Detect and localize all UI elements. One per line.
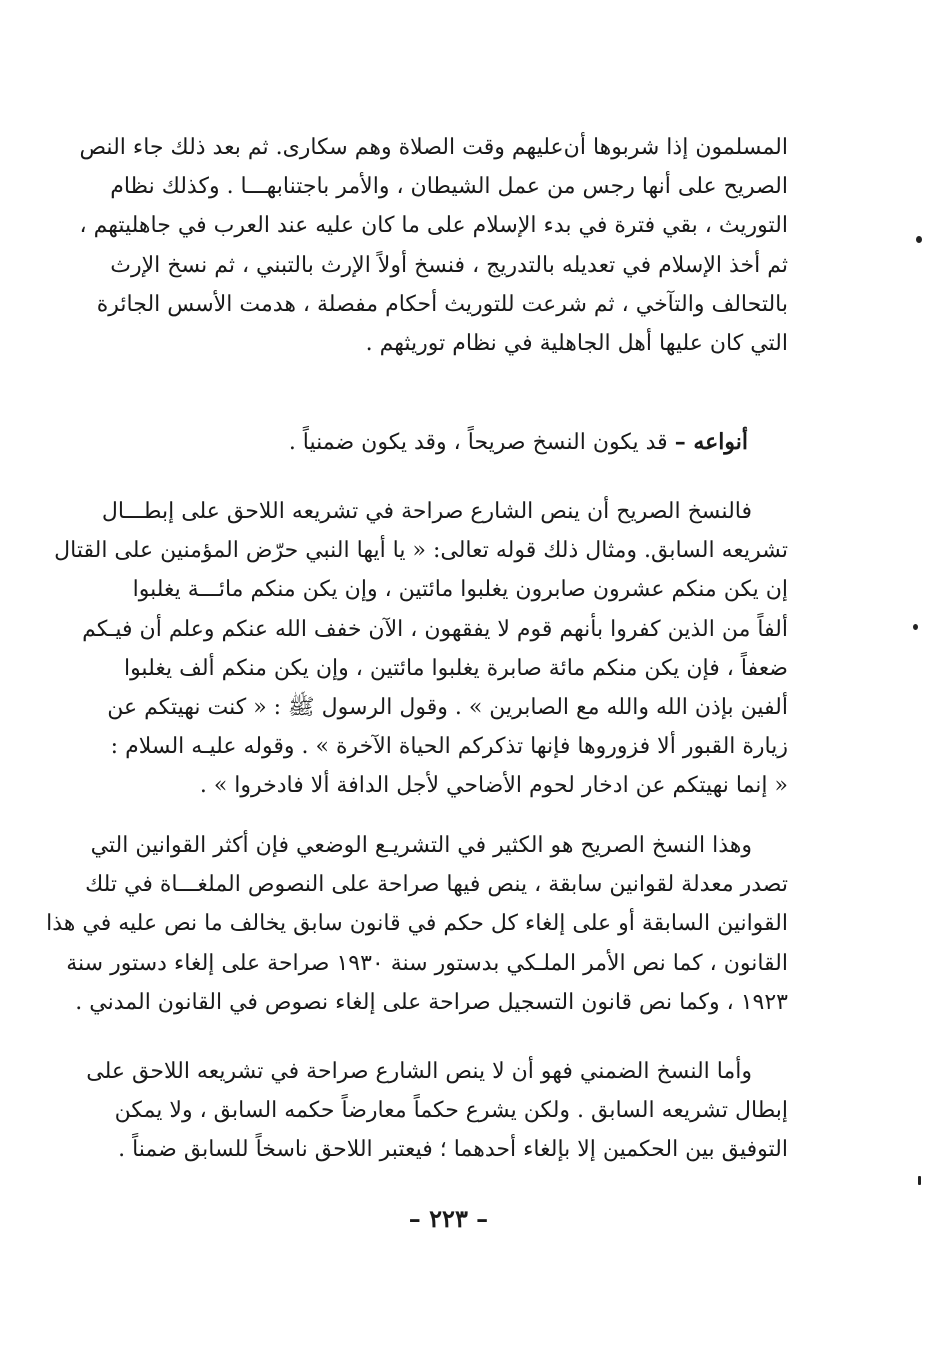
text-line: وهذا النسخ الصريح هو الكثير في التشريـع الوضعي فإن أكثر القوانين التي [90, 833, 752, 858]
text-line: بالتحالف والتآخي ، ثم شرعت للتوريث أحكام مفصلة ، هدمت الأسس الجائرة [96, 291, 788, 317]
text-line: تصدر معدلة لقوانين سابقة ، ينص فيها صراحة على النصوص الملغـــاة في تلك [85, 872, 788, 898]
text-line: المسلمون إذا شربوها أن‌عليهم وقت الصلاة وهم سكارى. ثم بعد ذلك جاء النص [79, 135, 788, 160]
text-line: ضعفاً ، فإن يكن منكم مائة صابرة يغلبوا مائتين ، وإن يكن منكم ألف يغلبوا [123, 655, 788, 681]
text-line: ثم أخذ الإسلام في تعديله بالتدريج ، فنسخ أولاً الإرث بالتبني ، ثم نسخ الإرث [110, 252, 788, 278]
paragraph-positive-law [46, 826, 788, 1022]
text-line: فالنسخ الصريح أن ينص الشارع صراحة في تشريعه اللاحق على إبطـــال [101, 499, 752, 524]
paragraph-inheritance [79, 128, 788, 363]
text-line: إن يكن منكم عشرون صابرون يغلبوا مائتين ، وإن يكن منكم مائـــة يغلبوا [132, 577, 788, 603]
text-line: التي كان عليها أهل الجاهلية في نظام توريثهم . [365, 331, 788, 357]
section-heading: أنواعه – [674, 429, 748, 455]
text-line: زيارة القبور ألا فزوروها فإنها تذكركم الحياة الآخرة » . وقوله عليـه السلام : [110, 734, 788, 760]
text-line: التوريث ، بقي فترة في بدء الإسلام على ما كان عليه عند العرب في جاهليتهم ، [79, 213, 788, 239]
text-line: ألفين بإذن الله والله مع الصابرين » . وقول الرسول ﷺ : « كنت نهيتكم عن [107, 695, 788, 721]
text-line: تشريعه السابق. ومثال ذلك قوله تعالى: « يا أيها النبي حرّض المؤمنين على القتال [54, 538, 788, 564]
text-line: وأما النسخ الضمني فهو أن لا ينص الشارع صراحة في تشريعه اللاحق على [86, 1059, 752, 1084]
text-line: « إنما نهيتكم عن ادخار لحوم الأضاحي لأجل الدافة ألا فادخروا » . [199, 773, 788, 799]
text-line: إبطال تشريعه السابق . ولكن يشرع حكماً معارضاً حكمه السابق ، ولا يمكن [114, 1098, 788, 1124]
text-line: الصريح على أنها رجس من عمل الشيطان ، والأمر باجتنابهـــا . وكذلك نظام [110, 174, 788, 200]
page-number: – ٢٢٣ – [408, 1204, 489, 1233]
scan-speck [913, 624, 918, 630]
scan-speck [916, 236, 922, 243]
text-line: التوفيق بين الحكمين إلا بإلغاء أحدهما ؛ فيعتبر اللاحق ناسخاً للسابق ضمناً . [118, 1137, 788, 1163]
paragraph-types [140, 423, 788, 462]
paragraph-explicit-abrogation [54, 492, 788, 806]
paragraph-implicit-abrogation [86, 1052, 788, 1170]
text-line: ألفاً من الذين كفروا بأنهم قوم لا يفقهون ، الآن خفف الله عنكم وعلم أن فيـكم [82, 616, 788, 642]
scan-speck [918, 1176, 921, 1185]
types-line [140, 423, 788, 462]
text-line: القوانين السابقة أو على إلغاء كل حكم في قانون سابق يخالف ما نص عليه في هذا [46, 911, 788, 937]
text-line: القانون ، كما نص الأمر الملـكي بدستور سنة ١٩٣٠ صراحة على إلغاء دستور سنة [66, 950, 788, 976]
types-text: قد يكون النسخ صريحاً ، وقد يكون ضمنياً . [288, 430, 675, 455]
text-line: ١٩٢٣ ، وكما نص قانون التسجيل صراحة على إلغاء نصوص في القانون المدني . [75, 989, 788, 1015]
